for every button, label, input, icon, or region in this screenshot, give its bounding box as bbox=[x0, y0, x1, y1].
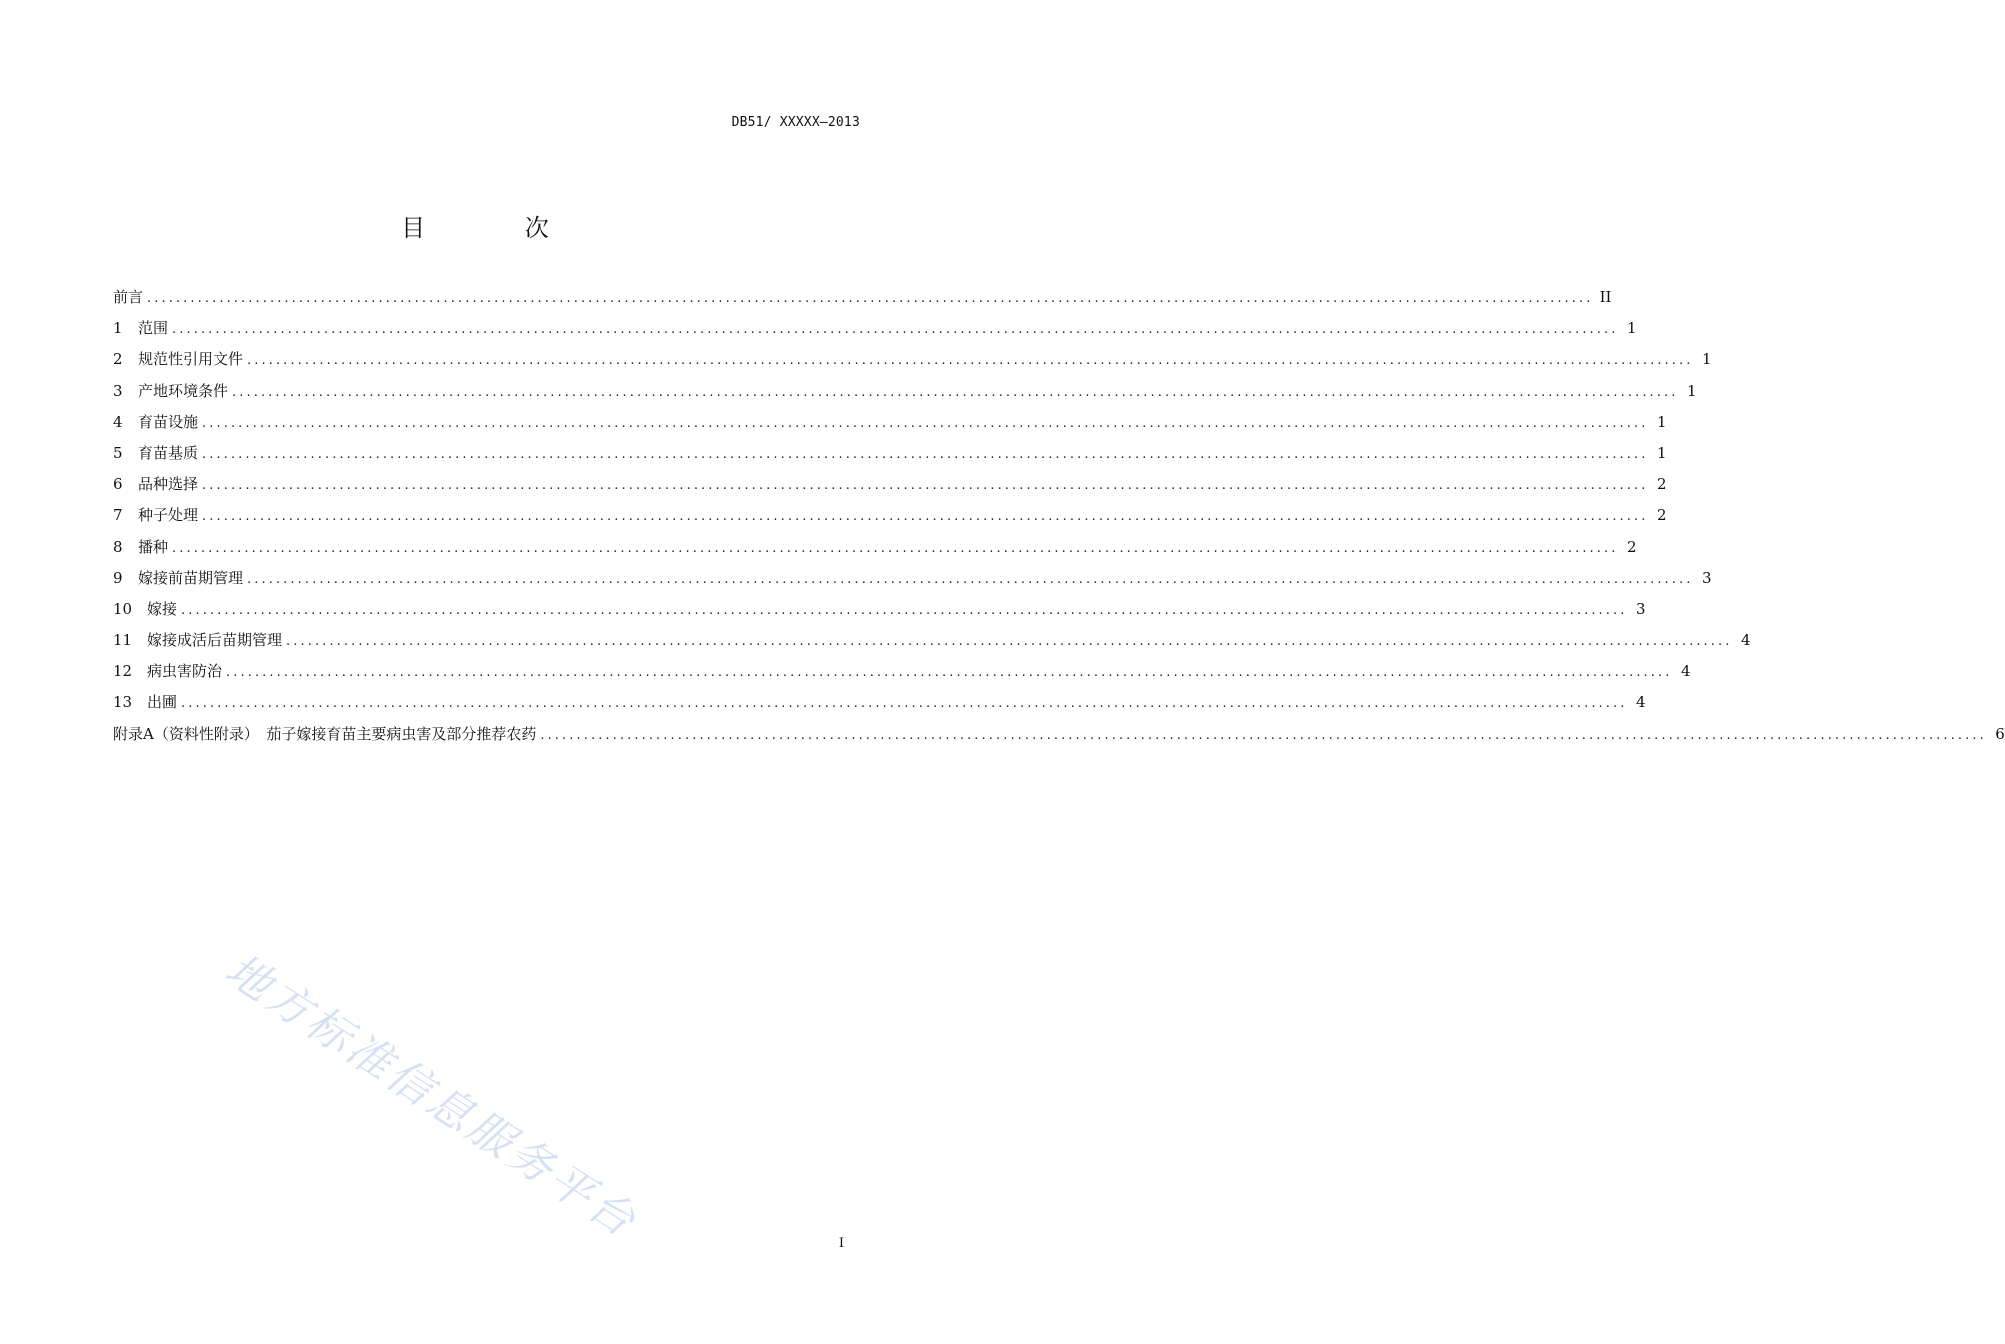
page-number: I bbox=[838, 1236, 844, 1251]
toc-leader-dots: ........................................................................................................................................................................................................ bbox=[286, 634, 1733, 650]
toc-entry-9[interactable] bbox=[113, 567, 1712, 598]
toc-entry-page: 1 bbox=[1656, 443, 1667, 462]
watermark-text: 地方标准信息服务平台 bbox=[216, 944, 647, 1249]
toc-entry-text: 品种选择 bbox=[138, 475, 199, 494]
toc-leader-dots: ........................................................................................................................................................................................................ bbox=[226, 665, 1673, 681]
toc-entry-number: 5 bbox=[113, 443, 123, 462]
toc-leader-dots: ........................................................................................................................................................................................................ bbox=[247, 353, 1694, 369]
toc-entry-4[interactable] bbox=[113, 411, 1667, 442]
toc-entry-page: 1 bbox=[1626, 319, 1637, 338]
toc-entry-11[interactable] bbox=[113, 629, 1751, 660]
toc-entry-number: 1 bbox=[113, 319, 123, 338]
toc-entry-page: 6 bbox=[1995, 724, 2005, 743]
toc-leader-dots: ........................................................................................................................................................................................................ bbox=[202, 478, 1649, 494]
toc-entry-page: 1 bbox=[1701, 350, 1712, 369]
toc-entry-number: 7 bbox=[113, 506, 123, 525]
toc-leader-dots: ........................................................................................................................................................................................................ bbox=[202, 509, 1649, 525]
toc-entry-foreword[interactable] bbox=[113, 286, 1612, 317]
toc-entry-text: 播种 bbox=[138, 537, 169, 556]
toc-entry-3[interactable] bbox=[113, 380, 1697, 411]
toc-entry-text: 出圃 bbox=[147, 693, 178, 712]
toc-entry-appendix-a[interactable] bbox=[113, 723, 2005, 754]
toc-entry-text: 育苗设施 bbox=[138, 412, 199, 431]
toc-entry-page: 3 bbox=[1635, 599, 1646, 618]
toc-entry-text: 嫁接 bbox=[147, 599, 178, 618]
toc-entry-number: 13 bbox=[113, 693, 133, 712]
toc-leader-dots: ........................................................................................................................................................................................................ bbox=[181, 696, 1628, 712]
toc-entry-page: 2 bbox=[1626, 537, 1637, 556]
toc-entry-8[interactable] bbox=[113, 536, 1637, 567]
toc-entry-number: 6 bbox=[113, 475, 123, 494]
toc-entry-text: 嫁接成活后苗期管理 bbox=[147, 631, 283, 650]
toc-entry-page: II bbox=[1599, 288, 1612, 306]
toc-entry-page: 1 bbox=[1686, 381, 1697, 400]
toc-leader-dots: ........................................................................................................................................................................................................ bbox=[202, 446, 1649, 462]
toc-entry-text: 育苗基质 bbox=[138, 443, 199, 462]
toc-leader-dots: ........................................................................................................................................................................................................ bbox=[172, 322, 1619, 338]
toc-entry-text: 病虫害防治 bbox=[147, 662, 223, 681]
toc-entry-number: 3 bbox=[113, 381, 123, 400]
toc-entry-number: 11 bbox=[113, 631, 133, 650]
toc-entry-7[interactable] bbox=[113, 504, 1667, 535]
toc-entry-5[interactable] bbox=[113, 442, 1667, 473]
toc-entry-13[interactable] bbox=[113, 691, 1646, 722]
toc-entry-2[interactable] bbox=[113, 348, 1712, 379]
toc-entry-number: 8 bbox=[113, 537, 123, 556]
toc-entry-number: 4 bbox=[113, 412, 123, 431]
toc-entry-text: 前言 bbox=[113, 288, 144, 306]
toc-leader-dots: ........................................................................................................................................................................................................ bbox=[172, 540, 1619, 556]
toc-entry-page: 2 bbox=[1656, 475, 1667, 494]
toc-entry-text: 产地环境条件 bbox=[138, 381, 229, 400]
toc-entry-number: 12 bbox=[113, 662, 133, 681]
toc-leader-dots: ........................................................................................................................................................................................................ bbox=[232, 384, 1679, 400]
toc-entry-text: 规范性引用文件 bbox=[138, 350, 244, 369]
toc-entry-number: 10 bbox=[113, 599, 133, 618]
toc-entry-text: 范围 bbox=[138, 319, 169, 338]
toc-entry-12[interactable] bbox=[113, 660, 1691, 691]
toc-entry-page: 1 bbox=[1656, 412, 1667, 431]
toc-entry-1[interactable] bbox=[113, 317, 1637, 348]
toc-entry-page: 2 bbox=[1656, 506, 1667, 525]
document-code: DB51/ XXXXX—2013 bbox=[731, 115, 860, 130]
toc-entry-page: 4 bbox=[1680, 662, 1691, 681]
toc-leader-dots: ........................................................................................................................................................................................................ bbox=[540, 727, 1987, 743]
toc-entry-text: 嫁接前苗期管理 bbox=[138, 568, 244, 587]
toc-entry-number: 9 bbox=[113, 568, 123, 587]
toc-leader-dots: ........................................................................................................................................................................................................ bbox=[247, 571, 1694, 587]
toc-entry-text: 种子处理 bbox=[138, 506, 199, 525]
toc-list bbox=[113, 286, 2005, 754]
toc-leader-dots: ........................................................................................................................................................................................................ bbox=[181, 602, 1628, 618]
toc-entry-text: 附录A（资料性附录） 茄子嫁接育苗主要病虫害及部分推荐农药 bbox=[113, 724, 537, 743]
toc-title: 目 次 bbox=[401, 214, 595, 242]
toc-entry-6[interactable] bbox=[113, 473, 1667, 504]
toc-leader-dots: ........................................................................................................................................................................................................ bbox=[147, 291, 1594, 306]
toc-leader-dots: ........................................................................................................................................................................................................ bbox=[202, 415, 1649, 431]
toc-entry-number: 2 bbox=[113, 350, 123, 369]
toc-entry-10[interactable] bbox=[113, 598, 1646, 629]
toc-entry-page: 4 bbox=[1740, 631, 1751, 650]
toc-entry-page: 4 bbox=[1635, 693, 1646, 712]
toc-entry-page: 3 bbox=[1701, 568, 1712, 587]
